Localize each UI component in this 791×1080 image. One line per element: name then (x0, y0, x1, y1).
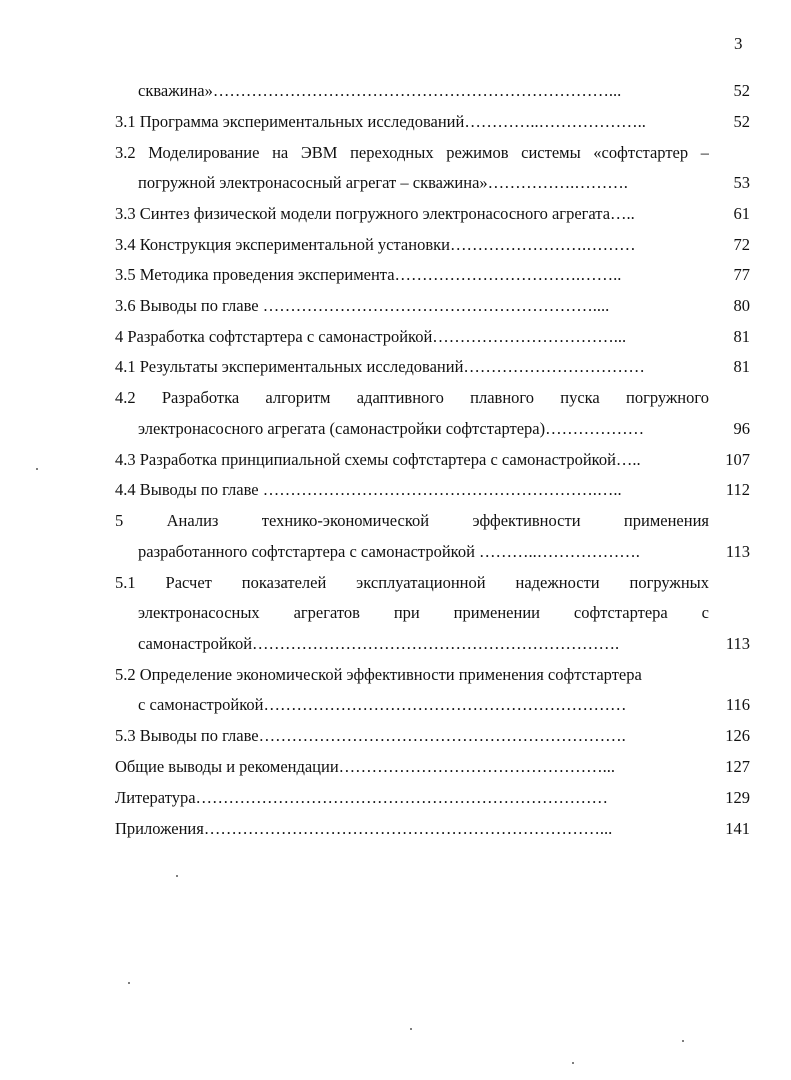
toc-entry-page: 77 (733, 265, 750, 284)
scan-speck (410, 1028, 412, 1030)
toc-entry-page: 72 (733, 235, 750, 254)
toc-entry-page: 53 (733, 173, 750, 192)
toc-entry-page: 116 (725, 695, 750, 714)
toc-entry-page: 113 (725, 634, 750, 653)
toc-entry-text: Приложения………………………………………………………………... (115, 819, 613, 838)
toc-entry-page: 80 (733, 296, 750, 315)
toc-entry-page: 113 (725, 542, 750, 561)
toc-entry-page: 126 (725, 726, 750, 745)
scan-speck (682, 1040, 684, 1042)
toc-entry-page: 81 (733, 327, 750, 346)
toc-entry-text: 3.4 Конструкция экспериментальной установки…………………….……… (115, 235, 636, 254)
toc-entry-page: 129 (725, 788, 750, 807)
toc-entry-text: 5 Анализ технико-экономической эффективности применения (115, 511, 709, 530)
toc-entry-text: 5.2 Определение экономической эффективности применения софтстартера (115, 665, 642, 684)
toc-entry-page: 141 (725, 819, 750, 838)
toc-entry-text: 4.3 Разработка принципиальной схемы софтстартера с самонастройкой….. (115, 450, 641, 469)
toc-entry-text: 3.1 Программа экспериментальных исследований…………..……………….. (115, 112, 646, 131)
toc-entry-text: электронасосного агрегата (самонастройки софтстартера)……………… (138, 419, 645, 438)
scan-speck (128, 982, 130, 984)
toc-entry-text: электронасосных агрегатов при применении софтстартера с (138, 603, 709, 622)
toc-entry-page: 107 (725, 450, 750, 469)
toc-entry-text: с самонастройкой………………………………………………………… (138, 695, 627, 714)
toc-entry-page: 61 (733, 204, 750, 223)
toc-entry-text: 3.5 Методика проведения эксперимента…………………………….…….. (115, 265, 622, 284)
toc-entry-text: 5.1 Расчет показателей эксплуатационной надежности погружных (115, 573, 709, 592)
scan-speck (36, 468, 38, 470)
toc-entry-page: 127 (725, 757, 750, 776)
toc-entry-text: скважина»………………………………………………………………... (138, 81, 622, 100)
toc-entry-text: 4.4 Выводы по главе …………………………………………………….….. (115, 480, 622, 499)
toc-entry-text: 5.3 Выводы по главе…………………………………………………………. (115, 726, 626, 745)
page-number: 3 (734, 34, 743, 53)
toc-entry-text: самонастройкой…………………………………………………………. (138, 634, 620, 653)
toc-entry-page: 52 (733, 112, 750, 131)
toc-entry-text: Литература………………………………………………………………… (115, 788, 609, 807)
scan-speck (176, 875, 178, 877)
toc-entry-text: Общие выводы и рекомендации…………………………………………... (115, 757, 616, 776)
toc-entry-text: 3.2 Моделирование на ЭВМ переходных режимов системы «софтстартер – (115, 143, 709, 162)
toc-entry-text: погружной электронасосный агрегат – скважина»…………….………. (138, 173, 628, 192)
toc-entry-page: 52 (733, 81, 750, 100)
toc-entry-text: 3.3 Синтез физической модели погружного электронасосного агрегата….. (115, 204, 635, 223)
toc-entry-text: 3.6 Выводы по главе …………………………………………………….... (115, 296, 610, 315)
toc-entry-text: 4 Разработка софтстартера с самонастройкой……………………………... (115, 327, 627, 346)
toc-entry-page: 81 (733, 357, 750, 376)
scan-speck (572, 1062, 574, 1064)
toc-entry-page: 112 (725, 480, 750, 499)
toc-entry-text: 4.1 Результаты экспериментальных исследований…………………………… (115, 357, 645, 376)
toc-entry-text: 4.2 Разработка алгоритм адаптивного плавного пуска погружного (115, 388, 709, 407)
toc-entry-text: разработанного софтстартера с самонастройкой ………..………………. (138, 542, 640, 561)
toc-entry-page: 96 (733, 419, 750, 438)
